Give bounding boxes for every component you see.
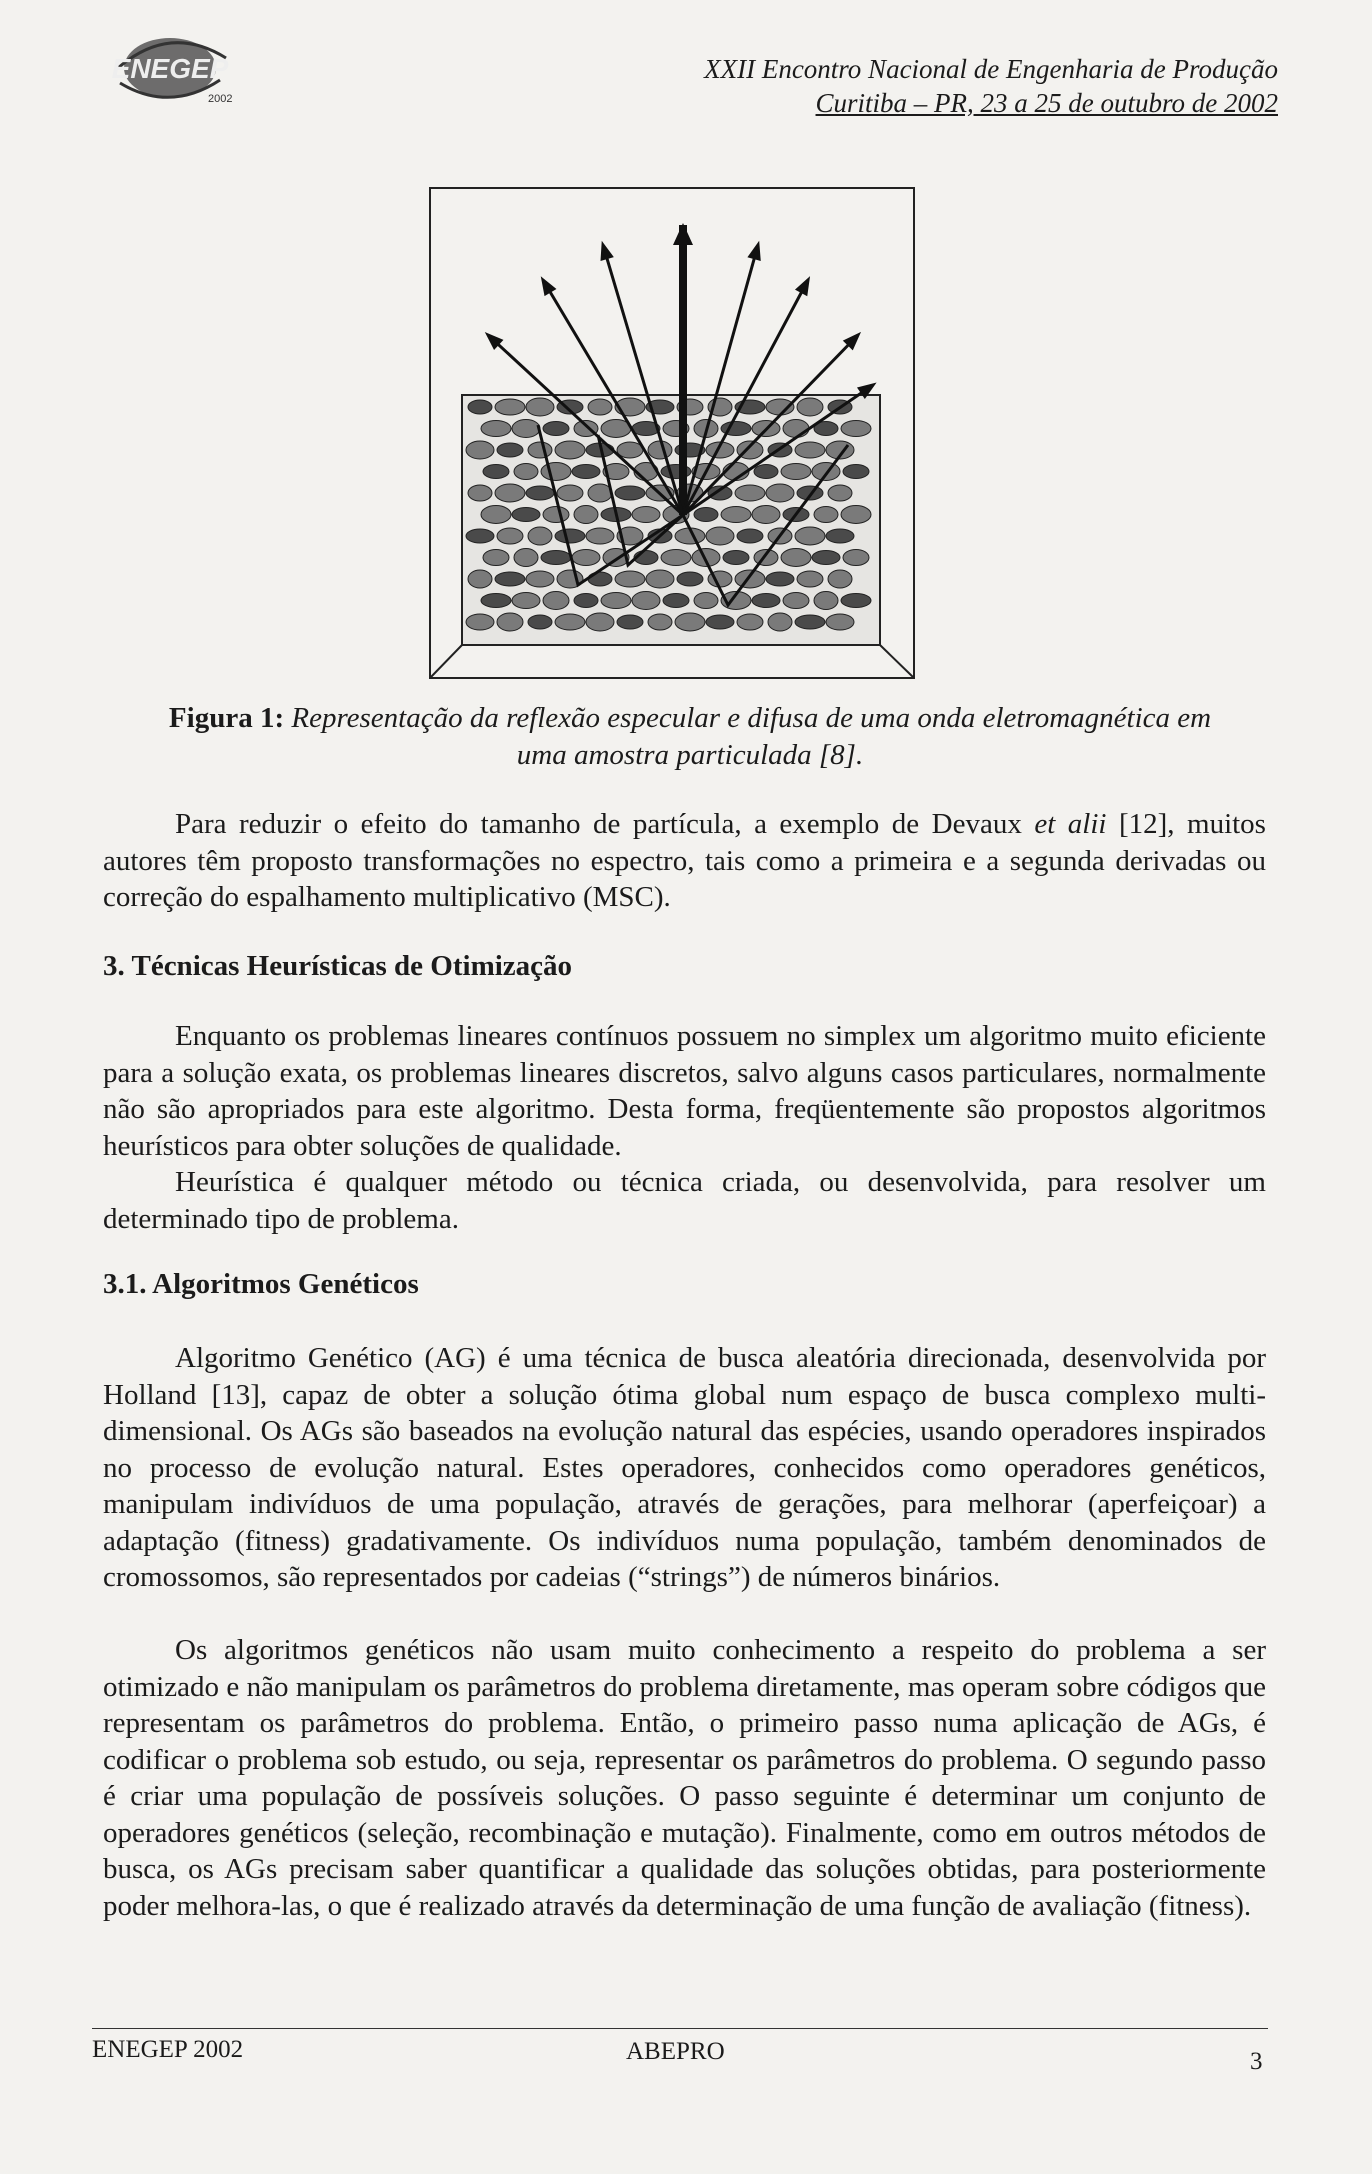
particle	[795, 442, 825, 458]
section-3-heading: 3. Técnicas Heurísticas de Otimização	[103, 950, 573, 982]
particle	[812, 463, 840, 481]
logo-year: 2002	[208, 93, 233, 105]
footer-left: ENEGEP 2002	[92, 2036, 244, 2063]
page-number: 3	[1250, 2048, 1263, 2075]
particle	[555, 614, 585, 630]
paragraph-ga-steps: Os algoritmos genéticos não usam muito conhecimento a respeito do problema a ser otimizado e não manipulam os parâmetros do problema diretamente, mas operam sobre códigos que representam os parâmetros do problema. Então, o primeiro passo numa aplicação de AGs, é codificar o problema sob estudo, ou seja, representar os parâmetros do problema. O segundo passo é criar uma população de possíveis soluções. O passo seguinte é determinar um conjunto de operadores genéticos (seleção, recombinação e mutação). Finalmente, como em outros métodos de busca, os AGs precisam saber quantificar a qualidade das soluções obtidas, para posteriormente poder melhora-las, o que é realizado através da determinação de uma função de avaliação (fitness).	[103, 1634, 1266, 1922]
paragraph-linear-problems: Enquanto os problemas lineares contínuos possuem no simplex um algoritmo muito eficiente para a solução exata, os problemas lineares discretos, salvo alguns casos particulares, normalmente não são apropriados para este algoritmo. Desta forma, freqüentemente são propostos algoritmos heurísticos para obter soluções de qualidade.	[103, 1020, 1266, 1162]
paragraph-heuristics: Heurística é qualquer método ou técnica criada, ou desenvolvida, para resolver um determinado tipo de problema.	[103, 1166, 1266, 1235]
particle	[468, 400, 492, 414]
particle	[512, 508, 540, 522]
particle	[541, 551, 571, 565]
particle	[495, 399, 525, 415]
particle	[632, 507, 660, 523]
particle	[495, 484, 525, 502]
particle	[843, 550, 869, 566]
particle	[468, 570, 492, 588]
particle	[483, 550, 509, 566]
particle	[497, 443, 523, 457]
particle	[574, 506, 598, 524]
particle	[557, 485, 583, 501]
particle	[841, 421, 871, 437]
footer-rule	[92, 2028, 1268, 2029]
particle	[675, 613, 705, 631]
particle	[694, 593, 718, 609]
particle	[814, 507, 838, 523]
logo-text: ENEGEP	[111, 53, 229, 84]
figure-caption-line1: Representação da reflexão especular e difusa de uma onda eletromagnética em	[291, 702, 1212, 734]
particle	[497, 528, 523, 544]
particle	[617, 442, 643, 458]
particle	[783, 420, 809, 438]
particle	[828, 570, 852, 588]
particle	[497, 613, 523, 631]
particle	[648, 441, 672, 459]
particle	[601, 593, 631, 609]
particle	[826, 614, 854, 630]
enegep-logo	[108, 28, 248, 123]
particle	[541, 463, 571, 481]
ray-arrow-head	[798, 280, 808, 294]
particle	[781, 549, 811, 567]
particle	[528, 615, 552, 629]
reflection-figure	[428, 185, 918, 685]
particle	[677, 572, 703, 586]
ray-arrow-head	[543, 280, 554, 294]
particle	[572, 550, 600, 566]
particle	[841, 594, 871, 608]
figure-label: Figura 1:	[168, 702, 285, 734]
particle	[706, 615, 734, 629]
particle	[648, 614, 672, 630]
particle	[812, 551, 840, 565]
particle	[797, 398, 823, 416]
particle	[737, 529, 763, 543]
particle	[841, 506, 871, 524]
particle	[615, 486, 645, 500]
particle	[632, 592, 660, 610]
header-title: XXII Encontro Nacional de Engenharia de Produção	[704, 54, 1278, 84]
section-3-1-heading: 3.1. Algoritmos Genéticos	[103, 1268, 419, 1300]
particle	[663, 594, 689, 608]
footer-center: ABEPRO	[626, 2038, 725, 2065]
particle	[826, 529, 854, 543]
particle	[766, 484, 794, 502]
paragraph-genetic-algorithm: Algoritmo Genético (AG) é uma técnica de busca aleatória direcionada, desenvolvida por Holland [13], capaz de obter a solução ótima global num espaço de busca complexo multi-dimensional. Os AGs são baseados na evolução natural das espécies, usando operadores inspirados no processo de evolução natural. Estes operadores, conhecidos como operadores genéticos, manipulam indivíduos de uma população, através de gerações, para melhorar (aperfeiçoar) a adaptação (fitness) gradativamente. Os indivíduos numa população, também denominados de cromossomos, são representados por cadeias (“strings”) de números binários.	[103, 1342, 1266, 1593]
incident-arrow-head	[673, 223, 693, 245]
particle	[754, 465, 778, 479]
particle	[512, 420, 540, 438]
particle	[555, 441, 585, 459]
particle	[526, 398, 554, 416]
particle	[528, 527, 552, 545]
figure-caption-line2: uma amostra particulada [8].	[516, 739, 864, 771]
particle	[555, 529, 585, 543]
particle	[466, 529, 494, 543]
particle	[766, 572, 794, 586]
particle	[543, 507, 569, 523]
particle	[737, 614, 763, 630]
particle	[735, 485, 765, 501]
particle	[481, 421, 511, 437]
particle	[694, 508, 718, 522]
particle	[781, 464, 811, 480]
particle	[783, 593, 809, 609]
particle	[768, 613, 792, 631]
particle	[723, 551, 749, 565]
particle	[814, 592, 838, 610]
particle	[646, 570, 674, 588]
particle	[588, 399, 612, 415]
particle	[466, 441, 494, 459]
particle	[514, 549, 538, 567]
particle	[752, 506, 780, 524]
header-subtitle: Curitiba – PR, 23 a 25 de outubro de 2002	[815, 88, 1278, 118]
particle	[735, 570, 765, 588]
particle	[617, 615, 643, 629]
particle	[543, 592, 569, 610]
particle	[752, 594, 780, 608]
particle	[528, 442, 552, 458]
ray-arrow-head	[602, 245, 611, 259]
particle	[661, 550, 691, 566]
particle	[586, 528, 614, 544]
ray-arrow-head	[750, 245, 759, 259]
particle	[615, 571, 645, 587]
particle	[483, 465, 509, 479]
particle	[543, 422, 569, 436]
particle	[514, 464, 538, 480]
particle	[495, 572, 525, 586]
figure-caption	[110, 700, 1270, 774]
particle	[526, 571, 554, 587]
particle	[481, 594, 511, 608]
particle	[588, 572, 612, 586]
particle	[572, 465, 600, 479]
particle	[466, 614, 494, 630]
particle	[843, 465, 869, 479]
particle	[512, 593, 540, 609]
particle	[526, 486, 554, 500]
particle	[574, 594, 598, 608]
particle	[706, 527, 734, 545]
particle	[795, 527, 825, 545]
particle	[797, 571, 823, 587]
particle	[468, 485, 492, 501]
particle	[481, 506, 511, 524]
particle	[795, 615, 825, 629]
particle	[586, 613, 614, 631]
paragraph-particle-size: Para reduzir o efeito do tamanho de partícula, a exemplo de Devaux et alii [12], muitos autores têm proposto transformações no espectro, tais como a primeira e a segunda derivadas ou correção do espalhamento multiplicativo (MSC).	[103, 808, 1266, 913]
particle	[721, 507, 751, 523]
particle	[828, 485, 852, 501]
